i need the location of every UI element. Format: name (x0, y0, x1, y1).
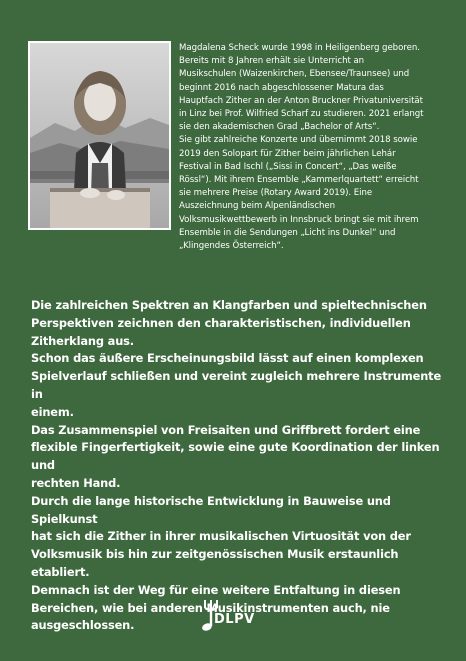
paragraph: Das Zusammenspiel von Freisaiten und Griffbrett fordert eine flexible Fingerfertigkeit, sowie eine gute Koordination der linken und rechten Hand. (31, 422, 440, 490)
portrait-image (30, 43, 169, 228)
paragraph: Durch die lange historische Entwicklung in Bauweise und Spielkunst hat sich die Zither in ihrer musikalischen Virtuosität von der Volksmusik bis hin zur zeitgenössischen Musik erstaunlich etabliert. (31, 493, 411, 579)
paragraph: Demnach ist der Weg für eine weitere Entfaltung in diesen Bereichen, wie bei anderen Musikinstrumenten auch, nie ausgeschlossen. (31, 582, 401, 633)
portrait-photo (28, 41, 171, 230)
biography-text: Magdalena Scheck wurde 1998 in Heiligenberg geboren. Bereits mit 8 Jahren erhält sie Unterricht an Musikschulen (Waizenkirchen, Ebensee/Traunsee) und beginnt 2016 nach abgeschlossener Matura das Hauptfach Zither an der Anton Bruckner Privatuniversität in Linz bei Prof. Wilfried Scharf zu studieren. 2021 erlangt sie den akademischen Grad „Bachelor of Arts“. Sie gibt zahlreiche Konzerte und übernimmt 2018 sowie 2019 den Solopart für Zither beim jährlichen Lehár Festival in Bad Ischl („Sissi in Concert“, „Das weiße Rössl“). Mit ihrem Ensemble „Kammerlquartett“ erreicht sie mehrere Preise (Rotary Award 2019). Eine Auszeichnung beim Alpenländischen Volksmusikwettbewerb in Innsbruck bringt sie mit ihrem Ensemble in die Sendungen „Licht ins Dunkel“ und „Klingendes Österreich“. (179, 43, 424, 252)
main-text-block (31, 297, 451, 635)
logo-text: DLPV (214, 612, 255, 627)
paragraph: Die zahlreichen Spektren an Klangfarben und spieltechnischen Perspektiven zeichnen den charakteristischen, individuellen Zitherklang aus. (31, 298, 427, 348)
paragraph: Schon das äußere Erscheinungsbild lässt auf einen komplexen Spielverlauf schließen und vereint zugleich mehrere Instrumente in einem. (31, 351, 442, 419)
